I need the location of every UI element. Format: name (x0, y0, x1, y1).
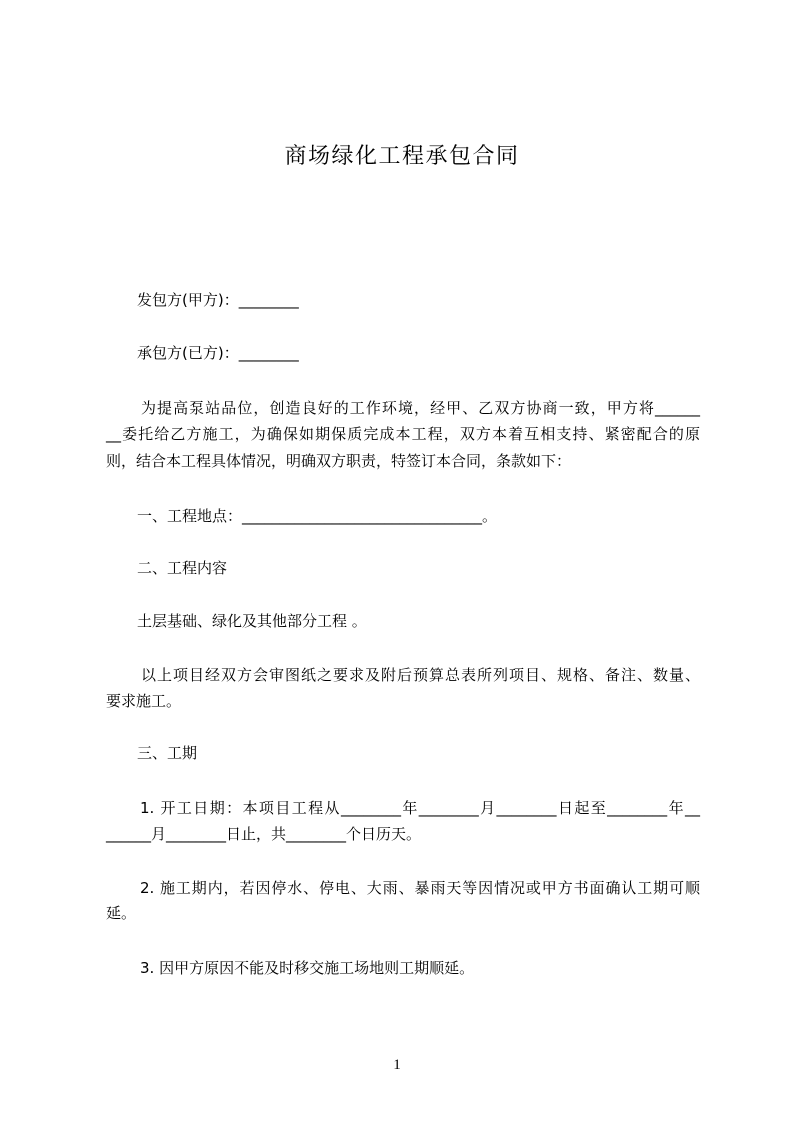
party-a-line: 发包方(甲方)：________ (137, 291, 299, 309)
section-note-line: 要求施工。 (106, 692, 182, 710)
clause-start-date-line: ______月________日止，共________个日历天。 (106, 825, 422, 843)
section-heading-content: 二、工程内容 (137, 559, 228, 577)
party-b-line: 承包方(已方)：________ (137, 344, 299, 362)
section-project-location: 一、工程地点：________________________________。 (137, 507, 498, 525)
preamble-line: 则，结合本工程具体情况，明确双方职责，特签订本合同，条款如下： (106, 452, 572, 470)
preamble-line: __委托给乙方施工，为确保如期保质完成本工程，双方本着互相支持、紧密配合的原 (106, 425, 700, 443)
document-title: 商场绿化工程承包合同 (284, 144, 520, 169)
clause-site-handover: 3. 因甲方原因不能及时移交施工场地则工期顺延。 (140, 959, 475, 977)
clause-extension-line: 延。 (106, 904, 137, 922)
section-content-text: 土层基础、绿化及其他部分工程 。 (137, 612, 367, 630)
page-number: 1 (393, 1057, 401, 1073)
clause-extension-line: 2. 施工期内，若因停水、停电、大雨、暴雨天等因情况或甲方书面确认工期可顺 (140, 879, 700, 897)
clause-start-date-line: 1. 开工日期：本项目工程从________年________月________日起至________年__ (140, 799, 700, 817)
section-heading-schedule: 三、工期 (137, 744, 198, 762)
preamble-line: 为提高泵站品位，创造良好的工作环境，经甲、乙双方协商一致，甲方将______ (141, 399, 700, 417)
section-note-line: 以上项目经双方会审图纸之要求及附后预算总表所列项目、规格、备注、数量、 (141, 666, 700, 684)
